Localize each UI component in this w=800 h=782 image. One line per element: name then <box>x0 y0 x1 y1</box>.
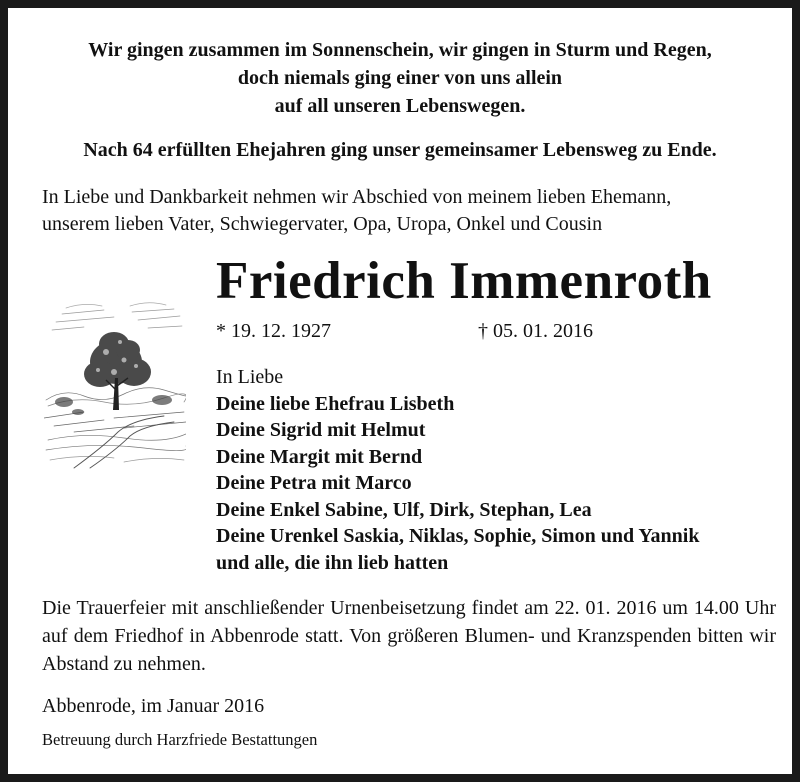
verse-line: auf all unseren Lebenswegen. <box>274 95 526 117</box>
mourner-line: Deine liebe Ehefrau Lisbeth <box>216 392 455 415</box>
undertaker-credit: Betreuung durch Harzfriede Bestattungen <box>42 730 318 749</box>
deceased-name: Friedrich Immenroth <box>216 252 712 310</box>
mourner-line: und alle, die ihn lieb hatten <box>216 551 449 574</box>
mourner-line: Deine Margit mit Bernd <box>216 445 423 468</box>
mourner-line: Deine Petra mit Marco <box>216 472 412 494</box>
place-and-date: Abbenrode, im Januar 2016 <box>42 695 265 717</box>
death-date: † 05. 01. 2016 <box>478 320 593 342</box>
birth-date: * 19. 12. 1927 <box>216 320 331 342</box>
intro-line: In Liebe und Dankbarkeit nehmen wir Abschied von meinem lieben Ehemann, <box>42 186 672 208</box>
marriage-years-line: Nach 64 erfüllten Ehejahren ging unser gemeinsamer Lebensweg zu Ende. <box>83 139 717 161</box>
mourner-line: Deine Urenkel Saskia, Niklas, Sophie, Simon und Yannik <box>216 525 700 547</box>
mourners-lead: In Liebe <box>216 366 284 388</box>
mourner-line: Deine Sigrid mit Helmut <box>216 419 426 441</box>
intro-line: unserem lieben Vater, Schwiegervater, Opa, Uropa, Onkel und Cousin <box>42 213 603 235</box>
mourners-list <box>216 364 700 576</box>
verse-line: doch niemals ging einer von uns allein <box>237 67 563 89</box>
tree-landscape-icon <box>44 300 186 470</box>
memorial-verse <box>28 36 772 120</box>
mourner-line: Deine Enkel Sabine, Ulf, Dirk, Stephan, Lea <box>216 498 592 521</box>
verse-line: Wir gingen zusammen im Sonnenschein, wir gingen in Sturm und Regen, <box>88 39 712 61</box>
farewell-intro <box>42 184 671 238</box>
funeral-ceremony-info: Die Trauerfeier mit anschließender Urnenbeisetzung findet am 22. 01. 2016 um 14.00 Uhr auf dem Friedhof in Abbenrode statt. Von größeren Blumen- und Kranzspenden bitten wir Abstand zu nehmen. <box>42 597 776 675</box>
